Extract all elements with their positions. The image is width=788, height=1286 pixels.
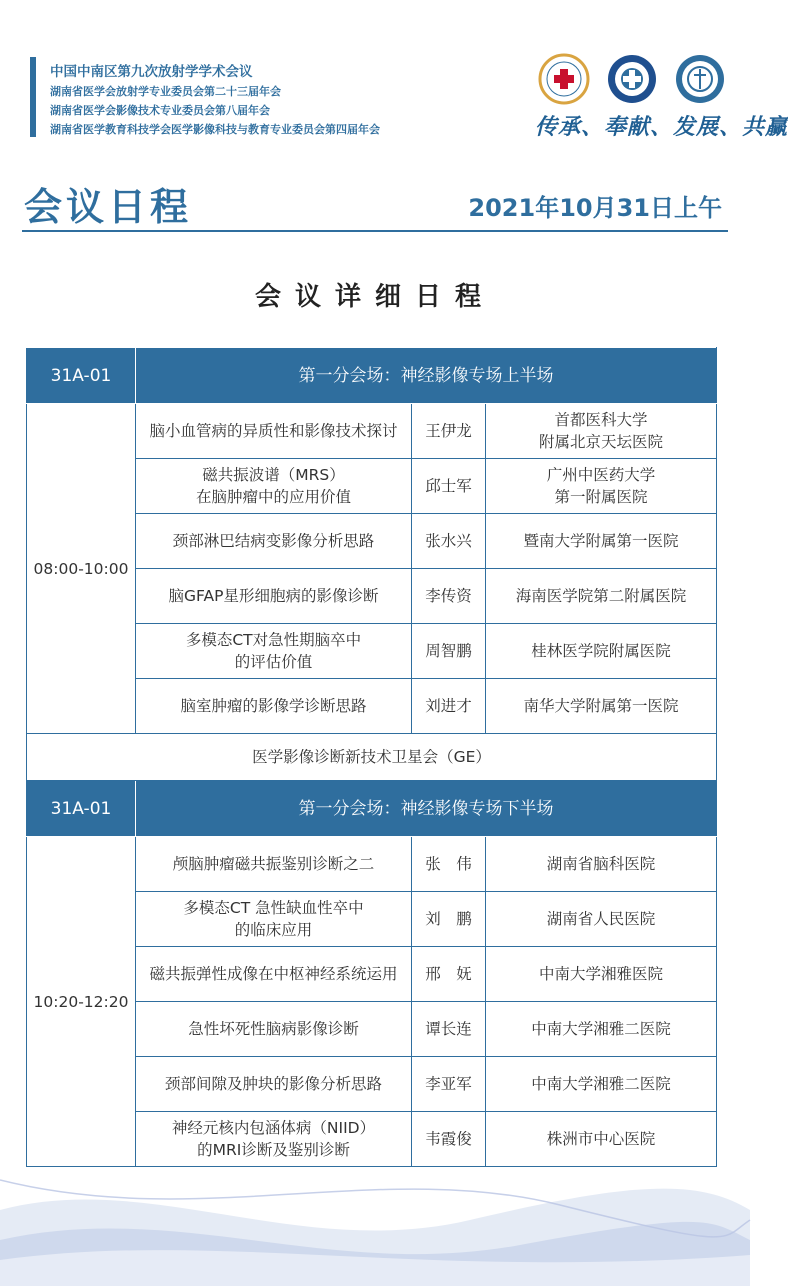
section-heading: 会议详细日程 [254,282,495,312]
organizer-line: 湖南省医学会影像技术专业委员会第八届年会 [50,104,270,117]
accent-bar [30,57,36,137]
institution: 南华大学附属第一医院 [486,679,717,734]
time-slot: 08:00-10:00 [27,404,136,734]
speaker-name: 张水兴 [412,514,486,569]
decorative-wave [0,1150,750,1286]
talk-topic: 多模态CT对急性期脑卒中 的评估价值 [136,624,412,679]
institution: 桂林医学院附属医院 [486,624,717,679]
talk-topic: 急性坏死性脑病影像诊断 [136,1002,412,1057]
page-title: 会议日程 [24,185,193,229]
institution: 中南大学湘雅医院 [486,947,717,1002]
talk-topic: 脑小血管病的异质性和影像技术探讨 [136,404,412,459]
education-logo-icon [674,53,726,105]
session-header-row [27,781,717,837]
session-title: 第一分会场：神经影像专场上半场 [136,348,717,404]
schedule-table [26,347,717,1167]
session-title: 第一分会场：神经影像专场下半场 [136,781,717,837]
title-divider [22,230,728,232]
organizer-line: 中国中南区第九次放射学学术会议 [50,64,253,80]
speaker-name: 李亚军 [412,1057,486,1112]
speaker-name: 刘进才 [412,679,486,734]
satellite-row [27,734,717,781]
slogan: 传承、奉献、发展、共赢 [535,114,788,140]
institution: 广州中医药大学 第一附属医院 [486,459,717,514]
session-code: 31A-01 [27,781,136,837]
session-header-row [27,348,717,404]
institution: 海南医学院第二附属医院 [486,569,717,624]
speaker-name: 刘 鹏 [412,892,486,947]
institution: 首都医科大学 附属北京天坛医院 [486,404,717,459]
organizer-list [50,62,380,139]
time-slot: 10:20-12:20 [27,837,136,1167]
schedule-date: 2021年10月31日上午 [468,194,722,222]
institution: 中南大学湘雅二医院 [486,1002,717,1057]
organizer-line: 湖南省医学会放射学专业委员会第二十三届年会 [50,85,281,98]
session-code: 31A-01 [27,348,136,404]
talk-topic: 多模态CT 急性缺血性卒中 的临床应用 [136,892,412,947]
talk-topic: 磁共振波谱（MRS） 在脑肿瘤中的应用价值 [136,459,412,514]
talk-topic: 颈部淋巴结病变影像分析思路 [136,514,412,569]
institution: 湖南省人民医院 [486,892,717,947]
talk-topic: 神经元核内包涵体病（NIID） 的MRI诊断及鉴别诊断 [136,1112,412,1167]
speaker-name: 邢 妩 [412,947,486,1002]
speaker-name: 周智鹏 [412,624,486,679]
speaker-name: 李传资 [412,569,486,624]
speaker-name: 邱士军 [412,459,486,514]
institution: 中南大学湘雅二医院 [486,1057,717,1112]
talk-topic: 脑GFAP星形细胞病的影像诊断 [136,569,412,624]
speaker-name: 韦霞俊 [412,1112,486,1167]
satellite-session: 医学影像诊断新技术卫星会（GE） [27,734,717,781]
institution: 暨南大学附属第一医院 [486,514,717,569]
institution: 湖南省脑科医院 [486,837,717,892]
talk-topic: 磁共振弹性成像在中枢神经系统运用 [136,947,412,1002]
talk-topic: 颈部间隙及肿块的影像分析思路 [136,1057,412,1112]
table-row [27,404,717,459]
imaging-logo-icon [606,53,658,105]
logo-group [538,53,728,107]
organizer-line: 湖南省医学教育科技学会医学影像科技与教育专业委员会第四届年会 [50,123,380,136]
society-logo-icon [538,53,590,105]
speaker-name: 谭长连 [412,1002,486,1057]
talk-topic: 颅脑肿瘤磁共振鉴别诊断之二 [136,837,412,892]
table-row [27,837,717,892]
institution: 株洲市中心医院 [486,1112,717,1167]
talk-topic: 脑室肿瘤的影像学诊断思路 [136,679,412,734]
speaker-name: 王伊龙 [412,404,486,459]
speaker-name: 张 伟 [412,837,486,892]
page-header [0,0,788,240]
